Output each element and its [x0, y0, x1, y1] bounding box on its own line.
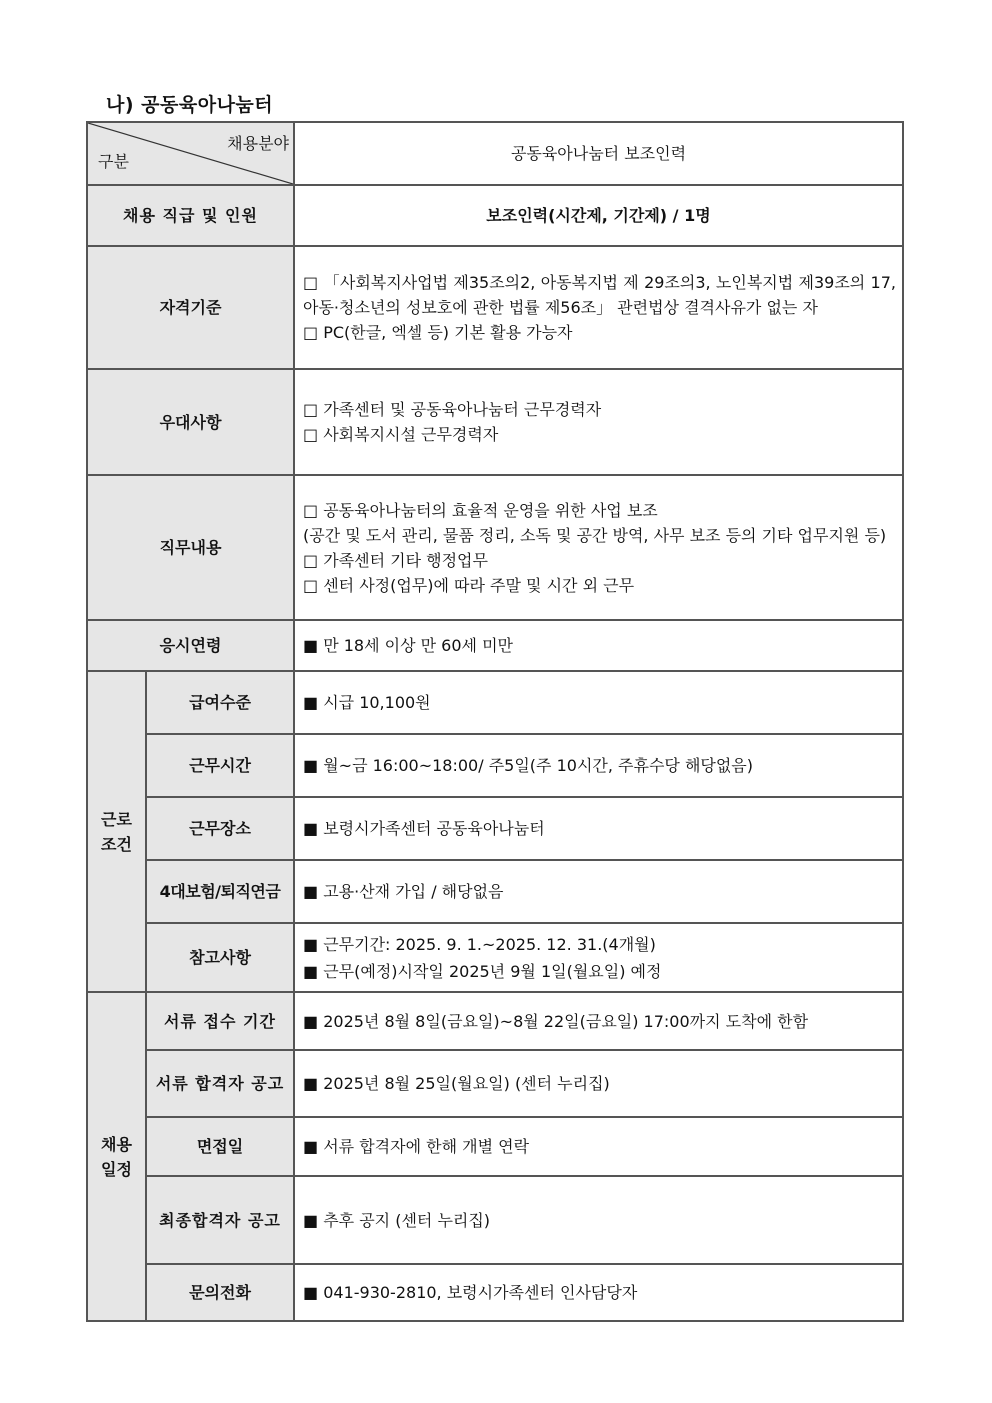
place-row [87, 797, 903, 860]
interview-label: 면접일 [146, 1117, 294, 1176]
qualification-line: □ PC(한글, 엑셀 등) 기본 활용 가능자 [303, 323, 573, 342]
qualification-label: 자격기준 [87, 246, 294, 369]
recruitment-table [86, 121, 904, 1322]
qualification-row [87, 246, 903, 369]
place-label: 근무장소 [146, 797, 294, 860]
documents-row [87, 992, 903, 1050]
notes-row [87, 923, 903, 992]
age-row [87, 620, 903, 671]
hours-label: 근무시간 [146, 734, 294, 797]
header-category-label: 구분 [98, 152, 129, 171]
place-value: ■ 보령시가족센터 공동육아나눔터 [294, 797, 903, 860]
duties-line: □ 가족센터 기타 행정업무 [303, 550, 488, 570]
salary-label: 급여수준 [146, 671, 294, 734]
header-row [87, 122, 903, 185]
contact-row [87, 1264, 903, 1321]
preference-label: 우대사항 [87, 369, 294, 475]
final-value: ■ 추후 공지 (센터 누리집) [294, 1176, 903, 1264]
conditions-group-label: 근로 조건 [87, 671, 146, 992]
qualification-value [294, 246, 903, 369]
age-label: 응시연령 [87, 620, 294, 671]
final-label: 최종합격자 공고 [146, 1176, 294, 1264]
preference-line: □ 사회복지시설 근무경력자 [303, 425, 499, 444]
header-cell [87, 122, 294, 185]
duties-line: □ 센터 사정(업무)에 따라 주말 및 시간 외 근무 [303, 575, 635, 595]
doc-pass-label: 서류 합격자 공고 [146, 1050, 294, 1117]
salary-row [87, 671, 903, 734]
contact-label: 문의전화 [146, 1264, 294, 1321]
interview-value: ■ 서류 합격자에 한해 개별 연락 [294, 1117, 903, 1176]
insurance-value: ■ 고용·산재 가입 / 해당없음 [294, 860, 903, 923]
duties-label: 직무내용 [87, 475, 294, 620]
hours-value: ■ 월~금 16:00~18:00/ 주5일(주 10시간, 주휴수당 해당없음) [294, 734, 903, 797]
duties-line: □ 공동육아나눔터의 효율적 운영을 위한 사업 보조 [303, 500, 658, 520]
rank-value: 보조인력(시간제, 기간제) / 1명 [294, 185, 903, 246]
header-field-label: 채용분야 [227, 134, 289, 153]
notes-line: ■ 근무(예정)시작일 2025년 9월 1일(월요일) 예정 [303, 961, 662, 981]
rank-row [87, 185, 903, 246]
schedule-group-label: 채용 일정 [87, 992, 146, 1321]
duties-row [87, 475, 903, 620]
hours-row [87, 734, 903, 797]
preference-line: □ 가족센터 및 공동육아나눔터 근무경력자 [303, 400, 602, 419]
insurance-row [87, 860, 903, 923]
position-title: 공동육아나눔터 보조인력 [294, 122, 903, 185]
qualification-line: □ 「사회복지사업법 제35조의2, 아동복지법 제 29조의3, 노인복지법 제39조의 17, 아동·청소년의 성보호에 관한 법률 제56조」 관련법상 결격사유가 없는 자 [303, 273, 896, 317]
documents-value: ■ 2025년 8월 8일(금요일)~8월 22일(금요일) 17:00까지 도착에 한함 [294, 992, 903, 1050]
preference-value [294, 369, 903, 475]
notes-value [294, 923, 903, 992]
contact-value: ■ 041-930-2810, 보령시가족센터 인사담당자 [294, 1264, 903, 1321]
interview-row [87, 1117, 903, 1176]
doc-pass-value: ■ 2025년 8월 25일(월요일) (센터 누리집) [294, 1050, 903, 1117]
preference-row [87, 369, 903, 475]
salary-value: ■ 시급 10,100원 [294, 671, 903, 734]
section-title: 나) 공동육아나눔터 [106, 94, 274, 116]
rank-label: 채용 직급 및 인원 [87, 185, 294, 246]
age-value: ■ 만 18세 이상 만 60세 미만 [294, 620, 903, 671]
doc-pass-row [87, 1050, 903, 1117]
documents-label: 서류 접수 기간 [146, 992, 294, 1050]
notes-line: ■ 근무기간: 2025. 9. 1.~2025. 12. 31.(4개월) [303, 934, 656, 954]
notes-label: 참고사항 [146, 923, 294, 992]
final-row [87, 1176, 903, 1264]
duties-line: (공간 및 도서 관리, 물품 정리, 소독 및 공간 방역, 사무 보조 등의 기타 업무지원 등) [303, 525, 887, 545]
duties-value [294, 475, 903, 620]
insurance-label: 4대보험/퇴직연금 [146, 860, 294, 923]
